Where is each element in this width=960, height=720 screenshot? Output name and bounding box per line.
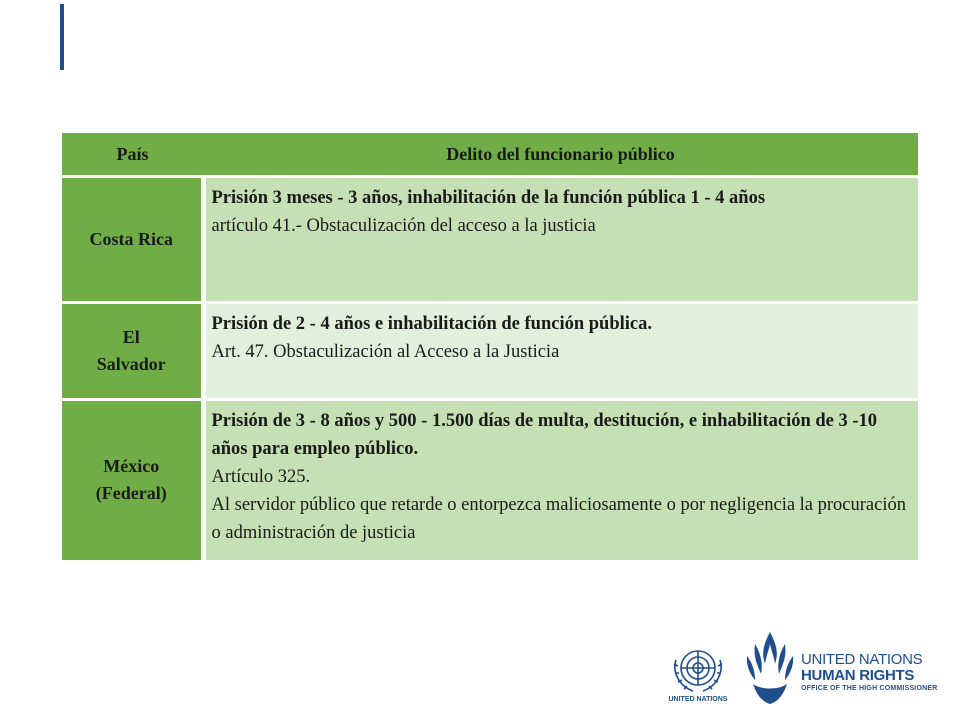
- row-country: Costa Rica: [62, 177, 203, 303]
- row-country: México (Federal): [62, 400, 203, 560]
- unhr-line-1: UNITED NATIONS: [801, 651, 923, 668]
- table-header-row: [62, 133, 918, 177]
- article-text: artículo 41.- Obstaculización del acceso a la justicia: [211, 216, 596, 236]
- row-description: [203, 177, 918, 303]
- penalty-text: Prisión de 2 - 4 años e inhabilitación de función pública.: [211, 314, 652, 334]
- article-text: Artículo 325.: [211, 467, 311, 487]
- obstruction-of-justice-table: [62, 133, 918, 560]
- table-row: [62, 177, 918, 303]
- unhr-line-3: OFFICE OF THE HIGH COMMISSIONER: [801, 685, 938, 692]
- unhr-line-2: HUMAN RIGHTS: [801, 667, 915, 684]
- un-caption: UNITED NATIONS: [668, 696, 728, 703]
- accent-bar: [60, 4, 64, 70]
- penalty-text: Prisión de 3 - 8 años y 500 - 1.500 días de multa, destitución, e inhabilitación de 3 -10 años para empleo público.: [211, 411, 878, 459]
- footer-logos: [663, 630, 943, 710]
- article-text: Art. 47. Obstaculización al Acceso a la Justicia: [211, 342, 560, 362]
- unhr-wordmark: [801, 652, 937, 694]
- row-country: El Salvador: [62, 303, 203, 400]
- article-text: Al servidor público que retarde o entorpezca maliciosamente o por negligencia la procuración o administración de justicia: [211, 495, 906, 543]
- ohchr-flame-hand-icon: [741, 630, 799, 706]
- table-row: [62, 400, 918, 560]
- header-offense: Delito del funcionario público: [203, 133, 918, 177]
- row-description: [203, 400, 918, 560]
- row-description: [203, 303, 918, 400]
- penalty-text: Prisión 3 meses - 3 años, inhabilitación de la función pública 1 - 4 años: [211, 188, 766, 208]
- header-country: País: [62, 133, 203, 177]
- table-row: [62, 303, 918, 400]
